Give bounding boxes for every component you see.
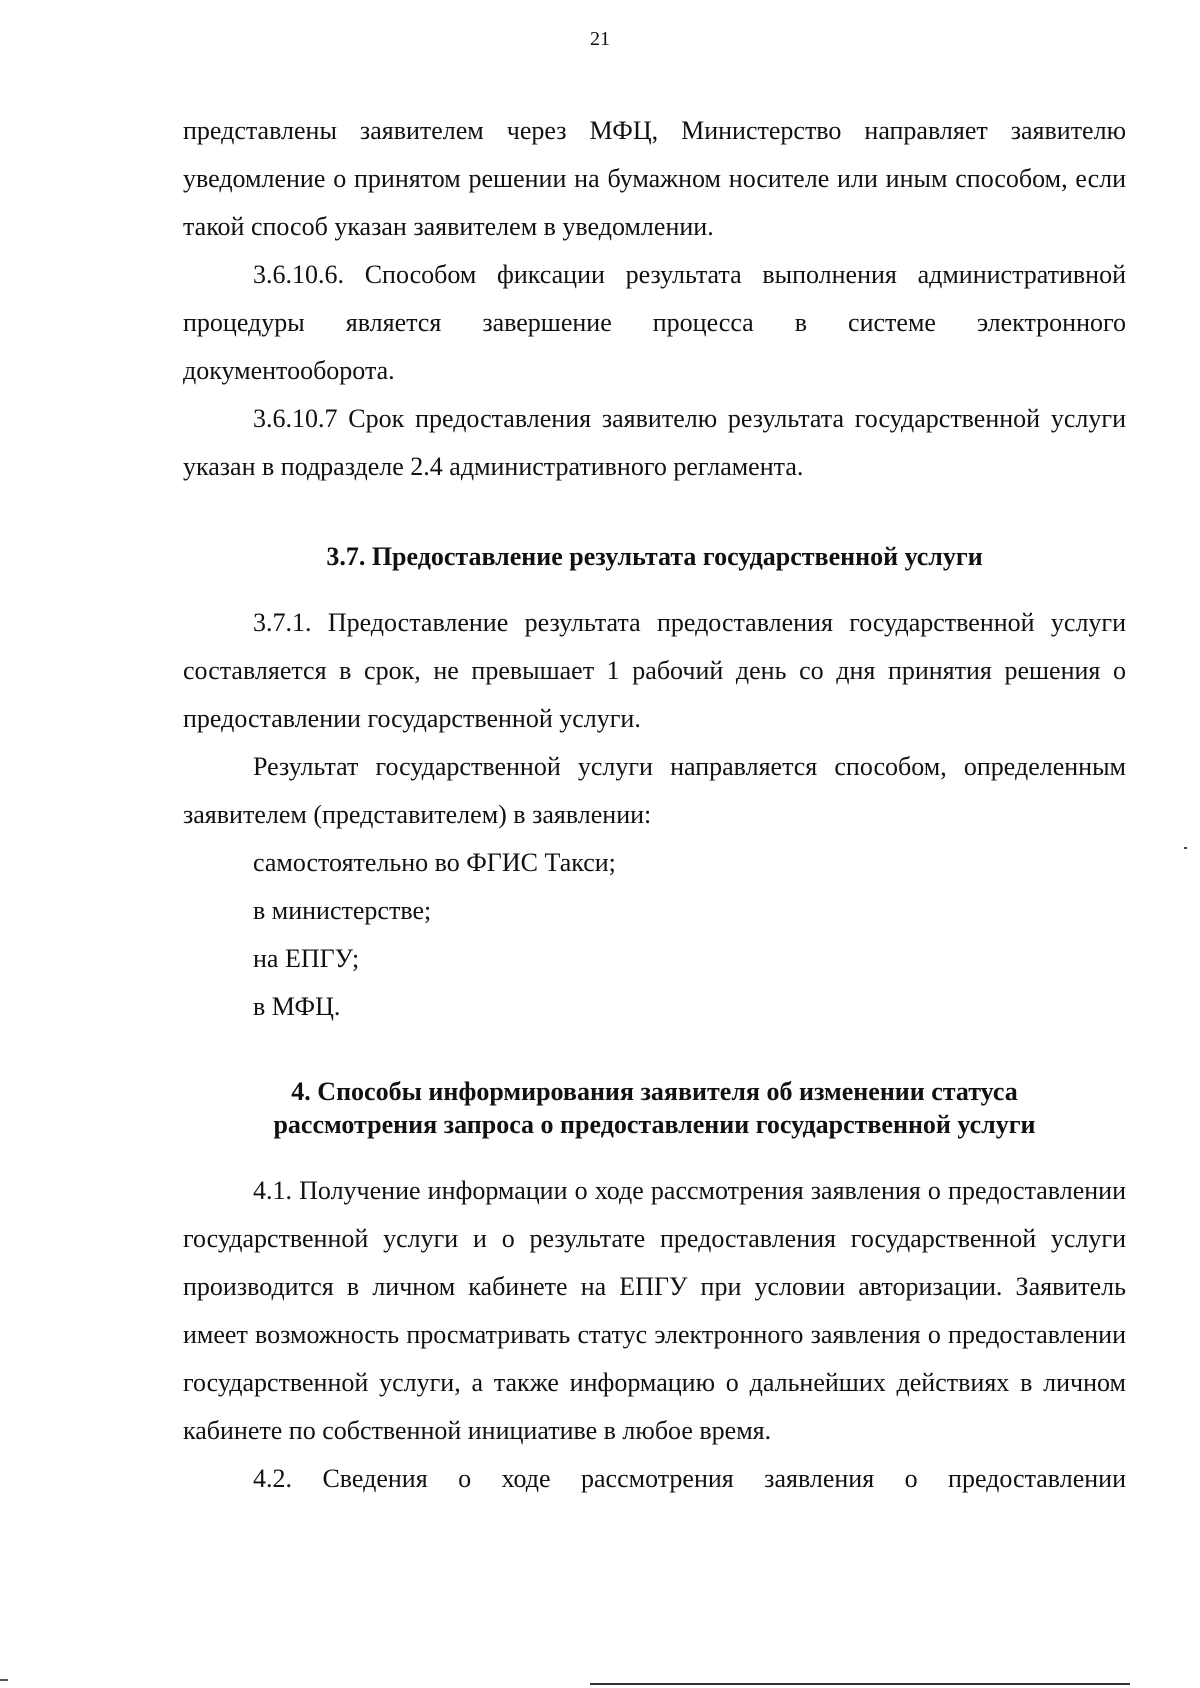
heading-4-line2: рассмотрения запроса о предоставлении государственной услуги [273,1110,1036,1139]
heading-3-7: 3.7. Предоставление результата государственной услуги [326,542,983,571]
list-item: в министерстве; [253,896,432,925]
section-4-body [183,1167,1126,1503]
list-item: в МФЦ. [253,992,341,1021]
paragraph-continuation: представлены заявителем через МФЦ, Министерство направляет заявителю уведомление о принятом решении на бумажном носителе или иным способом, если такой способ указан заявителем в уведомлении. [183,116,1126,241]
heading-4 [183,1075,1126,1141]
list-item: на ЕПГУ; [253,944,360,973]
paragraph-3-7-1: 3.7.1. Предоставление результата предоставления государственной услуги составляется в срок, не превышает 1 рабочий день со дня принятия решения о предоставлении государственной услуги. [183,608,1126,733]
section-3-7-body [183,599,1126,1031]
paragraph-4-2: 4.2. Сведения о ходе рассмотрения заявления о предоставлении [253,1464,1126,1493]
page-number: 21 [590,28,610,50]
bottom-rule [590,1683,1130,1685]
paragraph-4-1: 4.1. Получение информации о ходе рассмотрения заявления о предоставлении государственной услуги и о результате предоставления государственной услуги производится в личном кабинете на ЕПГУ при условии авторизации. Заявитель имеет возможность просматривать статус электронного заявления о предоставлении государственной услуги, а также информацию о дальнейших действиях в личном кабинете по собственной инициативе в любое время. [183,1176,1126,1445]
heading-4-line1: 4. Способы информирования заявителя об изменении статуса [291,1077,1018,1106]
scan-edge-mark [0,1679,8,1681]
section-3-6-continuation [183,107,1126,491]
paragraph-3-6-10-6: 3.6.10.6. Способом фиксации результата выполнения административной процедуры является завершение процесса в системе электронного документооборота. [183,260,1126,385]
paragraph-result: Результат государственной услуги направляется способом, определенным заявителем (представителем) в заявлении: [183,752,1126,829]
scan-speck [1184,847,1187,849]
paragraph-3-6-10-7: 3.6.10.7 Срок предоставления заявителю результата государственной услуги указан в подразделе 2.4 административного регламента. [183,404,1126,481]
list-item: самостоятельно во ФГИС Такси; [253,848,616,877]
